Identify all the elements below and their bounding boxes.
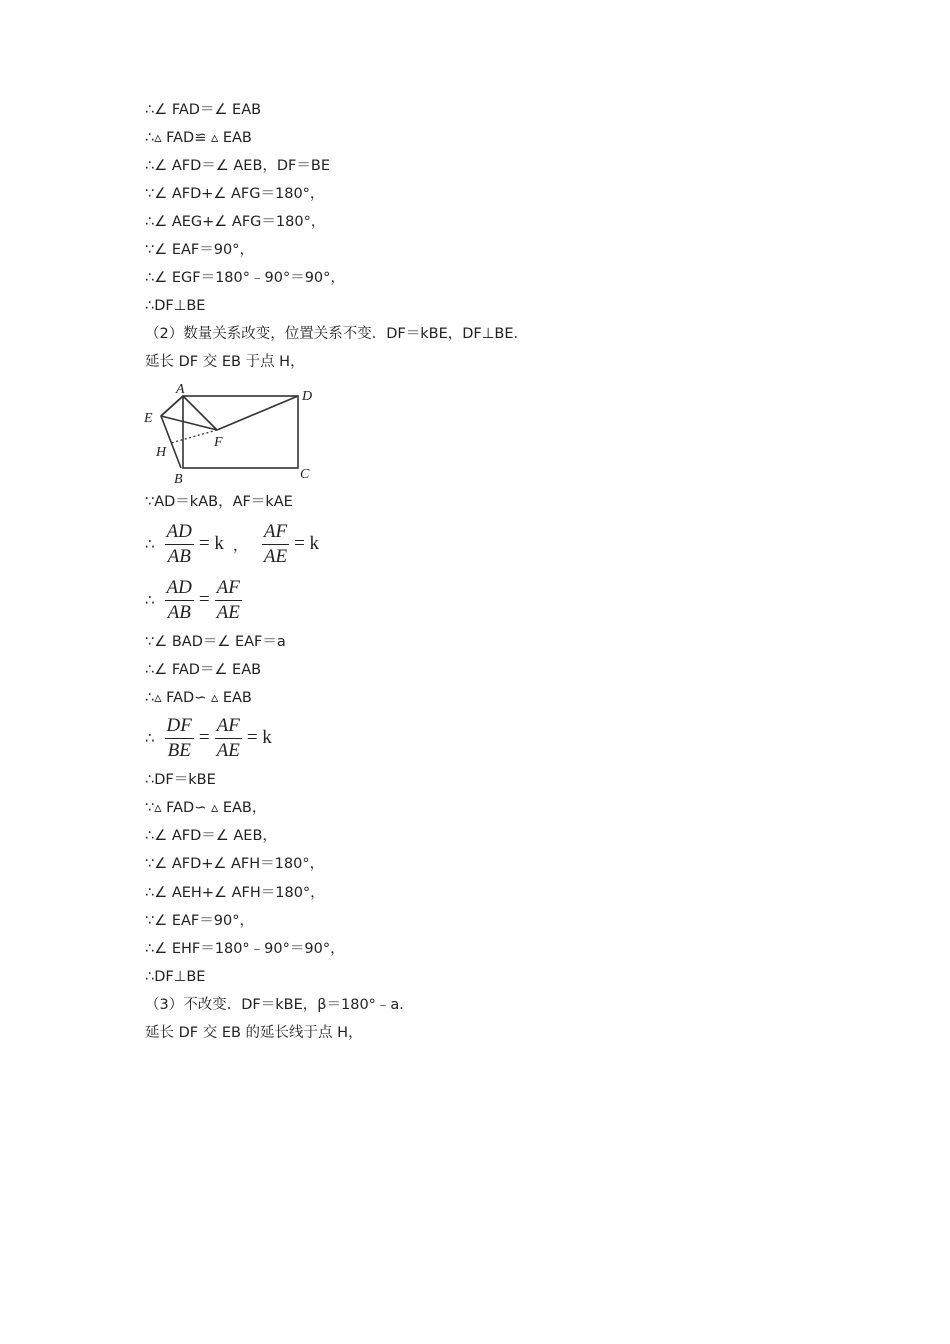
- segment-af: [183, 396, 217, 430]
- label-f: F: [214, 435, 223, 450]
- proof-line: ∴∠ FAD＝∠ EAB: [145, 102, 262, 118]
- fraction: $\frac{AF}{AE}$: [263, 520, 288, 567]
- proof-line: ∵∠ BAD＝∠ EAF＝a: [145, 634, 286, 650]
- proof-line: ∴∠ AFD＝∠ AEB，: [145, 828, 277, 844]
- part-3-heading: （3）不改变．DF＝kBE，β＝180°﹣a．: [145, 997, 414, 1013]
- proof-line: ∴∠ FAD＝∠ EAB: [145, 662, 262, 678]
- proof-line: ∵▵ FAD∽ ▵ EAB，: [145, 800, 267, 816]
- fraction: $\frac{AF}{AE}$: [216, 714, 240, 761]
- proof-line: ∵AD＝kAB，AF＝kAE: [145, 494, 293, 510]
- proof-line: ∴DF⊥BE: [145, 298, 206, 314]
- label-d: D: [302, 389, 313, 404]
- fraction: $\frac{AD}{AB}$: [166, 576, 192, 623]
- proof-line: ∵∠ AFD+∠ AFH＝180°，: [145, 856, 325, 872]
- fraction-equation-2: ∴ $\frac{AD}{AB}$ = $\frac{AF}{AE}$: [145, 576, 240, 623]
- proof-line: ∵∠ AFD+∠ AFG＝180°，: [145, 186, 325, 202]
- fraction: $\frac{AF}{AE}$: [216, 576, 240, 623]
- fraction-equation-3: ∴ $\frac{DF}{BE}$ = $\frac{AF}{AE}$ = k: [145, 714, 272, 761]
- fraction: $\frac{DF}{BE}$: [166, 714, 192, 761]
- rectangle-abcd: [183, 396, 298, 468]
- proof-line: 延长 DF 交 EB 于点 H，: [145, 354, 305, 370]
- proof-line: ∴∠ EHF＝180°﹣90°＝90°，: [145, 941, 345, 957]
- proof-line: ∴∠ AEG+∠ AFG＝180°，: [145, 214, 326, 230]
- label-e: E: [144, 411, 153, 426]
- segment-ef: [161, 416, 217, 430]
- label-c: C: [300, 467, 310, 482]
- proof-line: ∴∠ EGF＝180°﹣90°＝90°，: [145, 270, 345, 286]
- fraction-equation-1: ∴ $\frac{AD}{AB}$ = k ， $\frac{AF}{AE}$ = k: [145, 520, 320, 567]
- proof-line: 延长 DF 交 EB 的延长线于点 H，: [145, 1025, 363, 1041]
- proof-line: ∴▵ FAD∽ ▵ EAB: [145, 690, 252, 706]
- proof-line: ∴∠ AEH+∠ AFH＝180°，: [145, 885, 325, 901]
- proof-line: ∴DF＝kBE: [145, 772, 216, 788]
- label-a: A: [176, 382, 185, 397]
- proof-line: ∵∠ EAF＝90°，: [145, 913, 254, 929]
- label-h: H: [156, 445, 167, 460]
- proof-line: ∵∠ EAF＝90°，: [145, 242, 254, 258]
- segment-ae: [161, 396, 183, 416]
- part-2-heading: （2）数量关系改变，位置关系不变．DF＝kBE，DF⊥BE．: [145, 326, 528, 342]
- proof-line: ∴▵ FAD≌ ▵ EAB: [145, 130, 252, 146]
- label-b: B: [174, 472, 183, 487]
- segment-df: [217, 396, 298, 430]
- geometry-figure: [140, 380, 320, 488]
- dotted-fh: [171, 430, 217, 443]
- proof-line: ∴DF⊥BE: [145, 969, 206, 985]
- proof-line: ∴∠ AFD＝∠ AEB，DF＝BE: [145, 158, 331, 174]
- fraction: $\frac{AD}{AB}$: [166, 520, 192, 567]
